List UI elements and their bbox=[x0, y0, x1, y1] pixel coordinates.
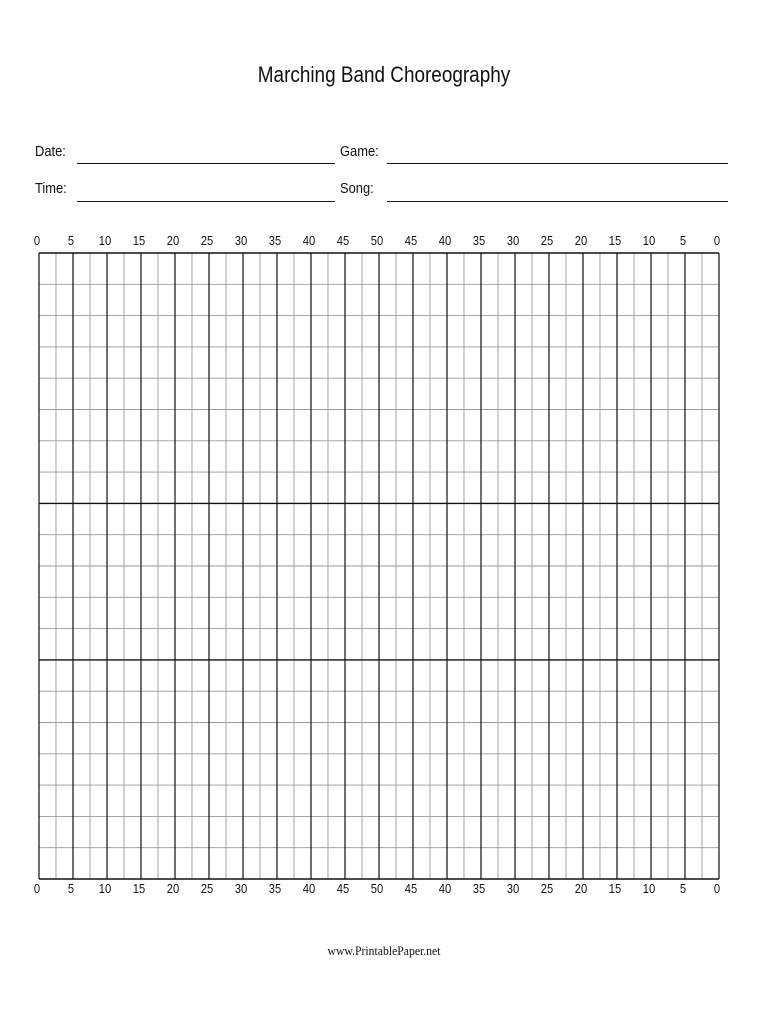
yard-marker-label: 20 bbox=[574, 233, 588, 248]
yard-marker-label: 25 bbox=[540, 881, 554, 896]
yard-marker-label: 25 bbox=[200, 881, 214, 896]
yard-marker-label: 35 bbox=[472, 233, 486, 248]
yard-marker-label: 30 bbox=[506, 233, 520, 248]
yard-marker-label: 0 bbox=[713, 881, 721, 896]
yard-marker-label: 15 bbox=[608, 233, 622, 248]
yard-marker-label: 15 bbox=[132, 881, 146, 896]
yard-marker-label: 20 bbox=[166, 233, 180, 248]
yard-marker-label: 25 bbox=[200, 233, 214, 248]
yard-marker-label: 0 bbox=[713, 233, 721, 248]
game-label: Game: bbox=[340, 143, 379, 160]
footer-url: www.PrintablePaper.net bbox=[327, 943, 441, 958]
yard-marker-label: 10 bbox=[642, 881, 656, 896]
yard-marker-label: 30 bbox=[234, 881, 248, 896]
yard-marker-label: 40 bbox=[302, 233, 316, 248]
yard-marker-label: 15 bbox=[132, 233, 146, 248]
time-label: Time: bbox=[35, 180, 67, 197]
song-label: Song: bbox=[340, 180, 374, 197]
yard-marker-label: 35 bbox=[472, 881, 486, 896]
yard-marker-label: 50 bbox=[370, 881, 384, 896]
yard-marker-label: 10 bbox=[642, 233, 656, 248]
yard-marker-label: 5 bbox=[679, 881, 687, 896]
yard-marker-label: 5 bbox=[67, 233, 75, 248]
yard-marker-label: 35 bbox=[268, 233, 282, 248]
yard-marker-label: 45 bbox=[404, 881, 418, 896]
yard-marker-label: 45 bbox=[336, 233, 350, 248]
yard-marker-label: 0 bbox=[33, 233, 41, 248]
yard-marker-label: 30 bbox=[234, 233, 248, 248]
yard-marker-label: 40 bbox=[438, 233, 452, 248]
yard-marker-label: 10 bbox=[98, 881, 112, 896]
bottom-yard-ruler bbox=[0, 881, 768, 899]
yard-marker-label: 30 bbox=[506, 881, 520, 896]
date-label: Date: bbox=[35, 143, 66, 160]
yard-marker-label: 20 bbox=[574, 881, 588, 896]
yard-marker-label: 0 bbox=[33, 881, 41, 896]
yard-marker-label: 25 bbox=[540, 233, 554, 248]
yard-marker-label: 10 bbox=[98, 233, 112, 248]
yard-marker-label: 35 bbox=[268, 881, 282, 896]
yard-marker-label: 45 bbox=[336, 881, 350, 896]
yard-marker-label: 5 bbox=[67, 881, 75, 896]
yard-marker-label: 5 bbox=[679, 233, 687, 248]
yard-marker-label: 45 bbox=[404, 233, 418, 248]
yard-marker-label: 20 bbox=[166, 881, 180, 896]
yard-marker-label: 50 bbox=[370, 233, 384, 248]
yard-marker-label: 40 bbox=[438, 881, 452, 896]
yard-marker-label: 15 bbox=[608, 881, 622, 896]
yard-marker-label: 40 bbox=[302, 881, 316, 896]
page-title: Marching Band Choreography bbox=[257, 62, 511, 87]
